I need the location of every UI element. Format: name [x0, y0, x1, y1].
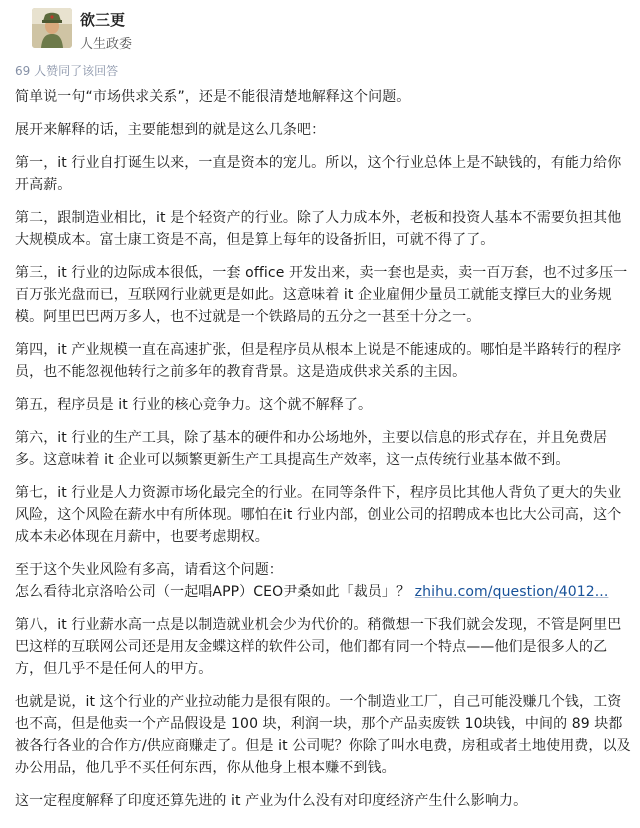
avatar-image: [32, 8, 72, 48]
paragraph: 第三，it 行业的边际成本很低，一套 office 开发出来，卖一套也是卖，卖一百万套，也不过多压一百万张光盘而已，互联网行业就更是如此。这意味着 it 企业雇佣少量员工就能支撑巨大的业务规模。阿里巴巴两万多人，也不过就是一个铁路局的五分之一甚至十分之一。: [15, 265, 628, 325]
vote-count: 69 人赞同了该回答: [15, 64, 119, 78]
question-link-title[interactable]: 怎么看待北京洛哈公司（一起唱APP）CEO尹桑如此「裁员」？: [15, 584, 411, 600]
paragraph: 也就是说，it 这个行业的产业拉动能力是很有限的。一个制造业工厂，自己可能没赚几个钱，工资也不高，但是他卖一个产品假设是 100 块，利润一块，那个产品卖废铁 10块钱，中间的 89 块都被各行各业的合作方/供应商赚走了。但是 it 公司呢？你除了叫水电费，房租或者土地使用费，以及办公用品，他几乎不买任何东西，你从他身上根本赚不到钱。: [15, 694, 631, 776]
paragraph: 第六，it 行业的生产工具，除了基本的硬件和办公场地外，主要以信息的形式存在，并且免费居多。这意味着 it 企业可以频繁更新生产工具提高生产效率，这一点传统行业基本做不到。: [15, 430, 608, 468]
paragraph: 这一定程度解释了印度还算先进的 it 产业为什么没有对印度经济产生什么影响力。: [15, 793, 528, 809]
question-link[interactable]: [15, 581, 632, 603]
paragraph: 第四，it 产业规模一直在高速扩张，但是程序员从根本上说是不能速成的。哪怕是半路转行的程序员，也不能忽视他转行之前多年的教育背景。这是造成供求关系的主因。: [15, 342, 622, 380]
paragraph: 第二，跟制造业相比，it 是个轻资产的行业。除了人力成本外，老板和投资人基本不需要负担其他大规模成本。富士康工资是不高，但是算上每年的设备折旧，可就不得了了。: [15, 210, 622, 248]
paragraph: 简单说一句“市场供求关系”，还是不能很清楚地解释这个问题。: [15, 89, 411, 105]
author-name[interactable]: 欲三更: [80, 11, 126, 29]
paragraph: 第一，it 行业自打诞生以来，一直是资本的宠儿。所以，这个行业总体上是不缺钱的，有能力给你开高薪。: [15, 155, 622, 193]
paragraph: 至于这个失业风险有多高，请看这个问题：: [15, 562, 283, 578]
paragraph: 第八，it 行业薪水高一点是以制造就业机会少为代价的。稍微想一下我们就会发现，不管是阿里巴巴这样的互联网公司还是用友金蝶这样的软件公司，他们都有同一个特点——他们是很多人的乙方，但几乎不是任何人的甲方。: [15, 617, 622, 677]
author-header: [14, 0, 630, 56]
paragraph: 第五，程序员是 it 行业的核心竞争力。这个就不解释了。: [15, 397, 373, 413]
author-bio: 人生政委: [80, 37, 133, 52]
answer-content: [15, 86, 632, 812]
paragraph: 展开来解释的话，主要能想到的就是这么几条吧：: [15, 122, 326, 138]
paragraph: 第七，it 行业是人力资源市场化最完全的行业。在同等条件下，程序员比其他人背负了更大的失业风险，这个风险在薪水中有所体现。哪怕在it 行业内部，创业公司的招聘成本也比大公司高，这个成本未必体现在月薪中，也要考虑期权。: [15, 485, 622, 545]
avatar[interactable]: [32, 8, 72, 48]
question-link-url[interactable]: zhihu.com/question/4012...: [414, 584, 609, 600]
